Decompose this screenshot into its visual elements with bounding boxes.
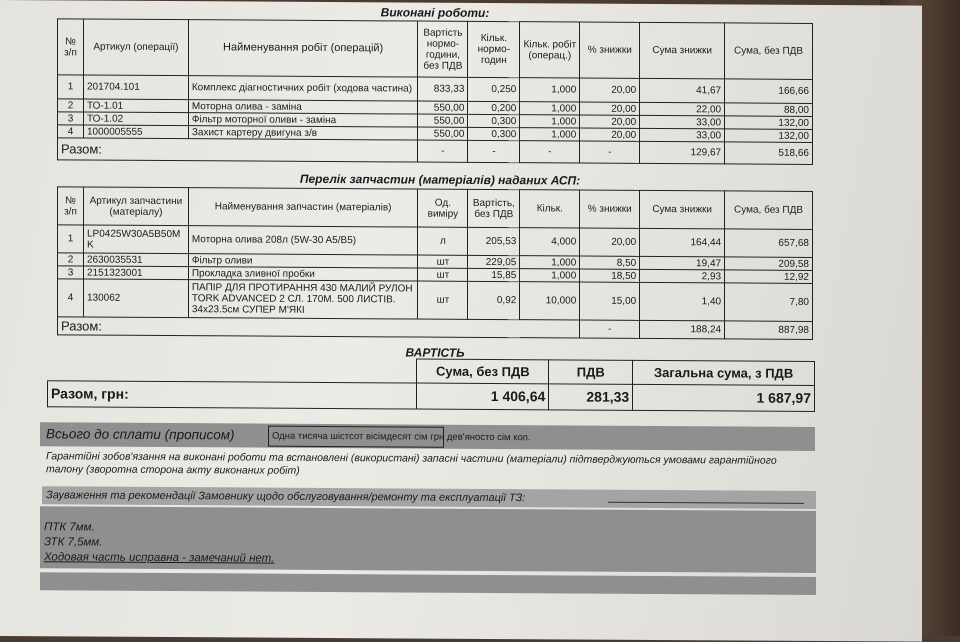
parts-cell: шт xyxy=(418,281,468,319)
works-cell: Комплекс діагностичних робіт (ходова частина) xyxy=(188,76,418,101)
cost-col-sum: Сума, без ПДВ xyxy=(417,359,549,384)
works-total-discount: 129,67 xyxy=(640,141,725,164)
parts-cell: 1,000 xyxy=(520,269,580,282)
works-total-dash: - xyxy=(418,140,468,162)
works-cell: 1,000 xyxy=(520,115,580,128)
works-cell: 0,300 xyxy=(468,114,520,127)
parts-cell: LP0425W30A5B50MK xyxy=(83,225,188,254)
works-header-cell: Сума, без ПДВ xyxy=(725,23,813,80)
parts-cell: 18,50 xyxy=(580,269,640,282)
works-header-cell: № з/п xyxy=(58,19,84,75)
parts-cell: 2,93 xyxy=(640,269,725,283)
remarks-body xyxy=(40,506,816,573)
cost-table xyxy=(47,356,815,412)
parts-cell: Прокладка зливної пробки xyxy=(188,267,418,281)
warranty-note: Гарантійні зобов'язання на виконані роботи та встановлені (використані) запасні частини (матеріали) підтверджуються умовами гарантійного талону (зворотна сторона акту виконаних робіт) xyxy=(46,450,777,477)
amount-in-words-bar xyxy=(40,422,815,451)
works-total-row xyxy=(58,138,813,165)
parts-cell: 2 xyxy=(58,253,84,266)
works-cell: 0,250 xyxy=(468,77,520,101)
parts-cell: 8,50 xyxy=(580,256,640,269)
parts-total-discount: 188,24 xyxy=(640,320,725,339)
remarks-lines xyxy=(44,520,274,566)
works-total-sum: 518,66 xyxy=(725,142,813,165)
parts-cell: шт xyxy=(418,268,468,281)
remarks-empty-bar xyxy=(40,572,816,595)
parts-cell: 1 xyxy=(58,225,84,253)
cost-col-total: Загальна сума, з ПДВ xyxy=(633,360,815,385)
works-cell: 550,00 xyxy=(418,114,468,127)
works-header-cell: Кільк. робіт (операц.) xyxy=(520,22,580,78)
parts-header-cell: % знижки xyxy=(580,190,640,228)
parts-header-cell: Артикул запчастини (матеріалу) xyxy=(83,187,188,226)
parts-header-cell: Вартість, без ПДВ xyxy=(468,189,520,227)
works-total-label: Разом: xyxy=(58,138,418,162)
works-cell: Моторна олива - заміна xyxy=(188,100,418,114)
works-cell: 550,00 xyxy=(418,127,468,140)
amount-in-words-label: Всього до сплати (прописом) xyxy=(46,426,235,443)
works-cell: 550,00 xyxy=(418,101,468,114)
works-cell: 2 xyxy=(58,99,84,112)
parts-cell: Моторна олива 208л (5W-30 A5/B5) xyxy=(188,226,418,255)
cost-sum: 1 406,64 xyxy=(417,383,549,410)
parts-cell: ПАПІР ДЛЯ ПРОТИРАННЯ 430 МАЛИЙ РУЛОН TORK ADVANCED 2 СЛ. 170М. 500 ЛИСТІВ. 34x23.5см СУПЕР М'ЯКІ xyxy=(188,280,418,319)
works-cell: Захист картеру двигуна з/в xyxy=(188,126,418,140)
parts-title: Перелік запчастин (матеріалів) наданих АСП: xyxy=(299,171,581,188)
remarks-title-underline xyxy=(608,502,804,504)
works-cell: 132,00 xyxy=(725,116,813,130)
works-total-dash: - xyxy=(520,141,580,163)
parts-header-cell: № з/п xyxy=(58,187,84,225)
parts-cell: 15,00 xyxy=(580,282,640,320)
remark-line: Ходовая часть исправна - замечаний нет. xyxy=(44,551,275,565)
parts-cell: 15,85 xyxy=(468,268,520,281)
works-header-cell: % знижки xyxy=(580,22,640,78)
works-cell: 41,67 xyxy=(640,78,725,103)
works-cell: 0,300 xyxy=(468,127,520,140)
works-total-dash: - xyxy=(468,140,520,162)
works-table xyxy=(57,18,813,165)
parts-cell: шт xyxy=(418,255,468,268)
parts-header-cell: Кільк. xyxy=(520,190,580,228)
cost-col-vat: ПДВ xyxy=(549,360,633,385)
works-header-cell: Кільк. нормо-годин xyxy=(468,21,520,77)
remarks-title: Зауваження та рекомендації Замовнику щодо обслуговування/ремонту та експлуатації ТЗ: xyxy=(46,489,526,505)
parts-row xyxy=(58,279,813,322)
works-header-row xyxy=(58,19,813,80)
parts-cell: 3 xyxy=(58,266,84,279)
parts-cell: 0,92 xyxy=(468,281,520,319)
works-title: Виконані роботи: xyxy=(380,5,490,20)
works-cell: 33,00 xyxy=(640,115,725,129)
parts-cell: 12,92 xyxy=(725,270,813,284)
parts-total-label: Разом: xyxy=(58,317,580,338)
parts-header-cell: Сума, без ПДВ xyxy=(725,191,813,230)
works-cell: 1,000 xyxy=(520,128,580,141)
parts-header-row xyxy=(58,187,813,230)
cost-total: 1 687,97 xyxy=(633,384,815,411)
works-cell: 833,33 xyxy=(418,77,468,101)
works-cell: 0,200 xyxy=(468,101,520,114)
works-header-cell: Найменування робіт (операцій) xyxy=(188,20,418,77)
parts-table xyxy=(57,186,813,340)
works-cell: 33,00 xyxy=(640,128,725,142)
remark-line: ПТК 7мм. xyxy=(44,521,95,534)
parts-total-row xyxy=(58,317,813,340)
works-cell: 132,00 xyxy=(725,129,813,143)
amount-in-words-value: Одна тисяча шістсот вісімдесят сім грн дев'яносто сім коп. xyxy=(272,430,531,444)
works-cell: ТО-1.02 xyxy=(83,112,188,126)
works-cell: 20,00 xyxy=(580,102,640,115)
cost-values-row xyxy=(48,381,815,412)
works-cell: 22,00 xyxy=(640,102,725,116)
works-cell: 1,000 xyxy=(520,78,580,102)
works-total-dash: - xyxy=(580,141,640,163)
works-cell: 1 xyxy=(58,75,84,99)
cost-title: ВАРТІСТЬ xyxy=(405,345,465,360)
parts-cell: 657,68 xyxy=(725,229,813,258)
parts-cell: Фільтр оливи xyxy=(188,254,418,268)
parts-header-cell: Найменування запчастин (матеріалів) xyxy=(188,188,418,227)
works-header-cell: Сума знижки xyxy=(640,22,725,79)
parts-header-cell: Сума знижки xyxy=(640,190,725,229)
parts-header-cell: Од. виміру xyxy=(418,189,468,227)
works-header-cell: Вартість нормо-години, без ПДВ xyxy=(418,21,468,77)
parts-cell: 205,53 xyxy=(468,227,520,255)
works-cell: ТО-1.01 xyxy=(83,99,188,113)
parts-cell: 1,000 xyxy=(520,256,580,269)
parts-cell: 4,000 xyxy=(520,228,580,256)
parts-cell: 2630035531 xyxy=(83,253,188,267)
parts-total-sum: 887,98 xyxy=(725,321,813,340)
parts-cell: 229,05 xyxy=(468,255,520,268)
works-cell: 88,00 xyxy=(725,103,813,117)
parts-cell: 4 xyxy=(58,279,84,317)
parts-cell: 1,40 xyxy=(640,282,725,321)
works-cell: 3 xyxy=(58,112,84,125)
remark-line: ЗТК 7,5мм. xyxy=(44,536,103,549)
cost-header-empty xyxy=(48,357,417,383)
parts-total-dash: - xyxy=(580,320,640,338)
cost-vat: 281,33 xyxy=(549,384,633,411)
works-cell: 166,66 xyxy=(725,79,813,104)
parts-cell: 2151323001 xyxy=(83,266,188,280)
works-header-cell: Артикул (операції) xyxy=(83,19,188,76)
works-cell: Фільтр моторної оливи - заміна xyxy=(188,113,418,127)
cost-label: Разом, грн: xyxy=(48,381,417,409)
parts-cell: 10,000 xyxy=(520,282,580,320)
parts-cell: 7,80 xyxy=(725,283,813,322)
works-cell: 20,00 xyxy=(580,128,640,141)
works-cell: 20,00 xyxy=(580,115,640,128)
works-cell: 4 xyxy=(58,125,84,138)
parts-cell: 19,47 xyxy=(640,256,725,270)
parts-cell: 130062 xyxy=(83,279,188,318)
works-cell: 201704.101 xyxy=(83,75,188,100)
works-cell: 20,00 xyxy=(580,78,640,102)
parts-cell: л xyxy=(418,227,468,255)
parts-cell: 164,44 xyxy=(640,228,725,257)
parts-cell: 209,58 xyxy=(725,257,813,271)
works-cell: 1,000 xyxy=(520,102,580,115)
parts-cell: 20,00 xyxy=(580,228,640,256)
remarks-title-bar xyxy=(42,486,816,509)
works-cell: 1000005555 xyxy=(83,125,188,139)
